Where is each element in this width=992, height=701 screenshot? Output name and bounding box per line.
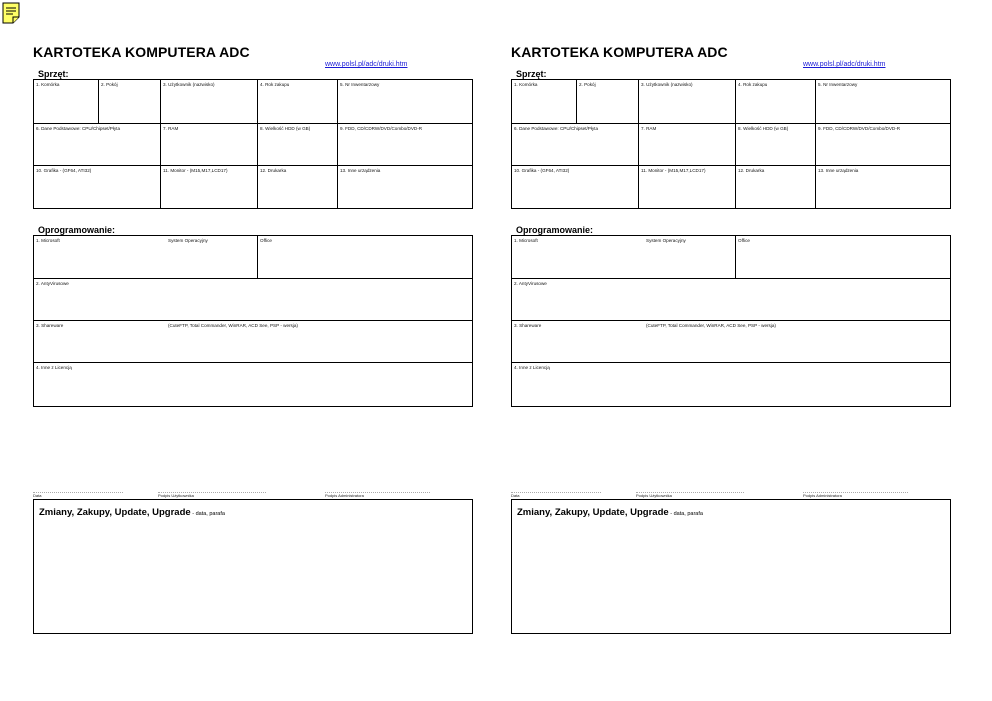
field-label: 8. Wielkość HDD (w GB) bbox=[260, 126, 311, 131]
field-label: 3. Użytkownik (nazwisko) bbox=[163, 82, 215, 87]
field-sublabel: (CuteFTP, Total Commander, WinRAR, ACD See, PSP - wersja) bbox=[646, 323, 776, 328]
changes-suffix: - data, parafa bbox=[190, 511, 225, 517]
changes-heading bbox=[517, 502, 703, 520]
field-office[interactable] bbox=[736, 236, 950, 279]
signature-label: Podpis Administratora bbox=[325, 493, 364, 498]
field-label: 2. AntyVirusowe bbox=[36, 281, 69, 286]
signature-label: Data bbox=[511, 493, 520, 498]
field-ram[interactable] bbox=[639, 124, 736, 166]
field-antivirus[interactable] bbox=[34, 279, 472, 321]
field-label: 4. Rok zakupu bbox=[260, 82, 290, 87]
field-label: 1. Komórka bbox=[514, 82, 538, 87]
changes-suffix: - data, parafa bbox=[668, 511, 703, 517]
field-hdd-size[interactable] bbox=[258, 124, 338, 166]
field-basic-data[interactable] bbox=[512, 124, 639, 166]
field-label: 1. Microsoft bbox=[36, 238, 60, 243]
field-label: 10. Grafika - (GF64, ATI32) bbox=[36, 168, 92, 173]
field-label: 1. Microsoft bbox=[514, 238, 538, 243]
software-table bbox=[33, 235, 473, 407]
changes-title: Zmiany, Zakupy, Update, Upgrade bbox=[39, 507, 191, 518]
field-label: 11. Monitor - (M15,M17,LCD17) bbox=[641, 168, 706, 173]
field-label: 2. Pokój bbox=[101, 82, 118, 87]
hardware-heading: Sprzęt: bbox=[516, 69, 547, 79]
field-label: 3. Shareware bbox=[36, 323, 64, 328]
field-drives[interactable] bbox=[338, 124, 472, 166]
field-monitor[interactable] bbox=[639, 166, 736, 208]
field-label: 8. Wielkość HDD (w GB) bbox=[738, 126, 789, 131]
field-label: 6. Dane Podstawowe: CPU/Chipset/Płyta bbox=[514, 126, 599, 131]
signature-label: Podpis Użytkownika bbox=[636, 493, 672, 498]
signature-label: Data bbox=[33, 493, 42, 498]
field-label: 7. RAM bbox=[163, 126, 179, 131]
signature-rule bbox=[511, 492, 601, 493]
field-label: Office bbox=[260, 238, 272, 243]
field-purchase-year[interactable] bbox=[258, 80, 338, 124]
field-printer[interactable] bbox=[736, 166, 816, 208]
field-monitor[interactable] bbox=[161, 166, 258, 208]
field-room[interactable] bbox=[577, 80, 639, 124]
field-office[interactable] bbox=[258, 236, 472, 279]
field-label: Office bbox=[738, 238, 750, 243]
field-label: 4. Inne z Licencją bbox=[36, 365, 72, 370]
field-user[interactable] bbox=[161, 80, 258, 124]
field-sublabel: (CuteFTP, Total Commander, WinRAR, ACD See, PSP - wersja) bbox=[168, 323, 298, 328]
field-label: 3. Shareware bbox=[514, 323, 542, 328]
field-sublabel: System Operacyjny bbox=[646, 238, 686, 243]
hardware-heading: Sprzęt: bbox=[38, 69, 69, 79]
field-label: 9. FDD, CD/CDRW/DVD/Combo/DVD-R bbox=[340, 126, 423, 131]
software-heading: Oprogramowanie: bbox=[516, 225, 594, 235]
field-label: 9. FDD, CD/CDRW/DVD/Combo/DVD-R bbox=[818, 126, 901, 131]
field-licensed-other[interactable] bbox=[512, 363, 950, 406]
field-label: 13. Inne urządzenia bbox=[818, 168, 859, 173]
field-label: 10. Grafika - (GF64, ATI32) bbox=[514, 168, 570, 173]
field-purchase-year[interactable] bbox=[736, 80, 816, 124]
field-label: 7. RAM bbox=[641, 126, 657, 131]
field-label: 12. Drukarka bbox=[738, 168, 765, 173]
field-basic-data[interactable] bbox=[34, 124, 161, 166]
field-label: 2. AntyVirusowe bbox=[514, 281, 547, 286]
field-room[interactable] bbox=[99, 80, 161, 124]
card-title: KARTOTEKA KOMPUTERA ADC bbox=[33, 44, 250, 60]
field-label: 5. Nr Inwentarzowy bbox=[818, 82, 858, 87]
field-sublabel: System Operacyjny bbox=[168, 238, 208, 243]
field-label: 4. Inne z Licencją bbox=[514, 365, 550, 370]
field-shareware[interactable] bbox=[512, 321, 950, 363]
field-label: 6. Dane Podstawowe: CPU/Chipset/Płyta bbox=[36, 126, 121, 131]
field-label: 5. Nr Inwentarzowy bbox=[340, 82, 380, 87]
card-left bbox=[33, 0, 473, 701]
card-title: KARTOTEKA KOMPUTERA ADC bbox=[511, 44, 728, 60]
card-right bbox=[511, 0, 951, 701]
signature-rule bbox=[33, 492, 123, 493]
field-other-devices[interactable] bbox=[816, 166, 950, 208]
changes-box[interactable] bbox=[511, 499, 951, 634]
field-label: 1. Komórka bbox=[36, 82, 60, 87]
field-label: 13. Inne urządzenia bbox=[340, 168, 381, 173]
changes-heading bbox=[39, 502, 225, 520]
software-heading: Oprogramowanie: bbox=[38, 225, 116, 235]
field-microsoft-os[interactable] bbox=[34, 236, 258, 279]
signature-label: Podpis Użytkownika bbox=[158, 493, 194, 498]
field-graphics[interactable] bbox=[512, 166, 639, 208]
forms-link[interactable]: www.polsl.pl/adc/druki.htm bbox=[803, 61, 886, 68]
field-inventory-number[interactable] bbox=[338, 80, 472, 124]
changes-box[interactable] bbox=[33, 499, 473, 634]
field-licensed-other[interactable] bbox=[34, 363, 472, 406]
field-graphics[interactable] bbox=[34, 166, 161, 208]
field-department[interactable] bbox=[512, 80, 577, 124]
field-other-devices[interactable] bbox=[338, 166, 472, 208]
field-microsoft-os[interactable] bbox=[512, 236, 736, 279]
field-department[interactable] bbox=[34, 80, 99, 124]
note-icon[interactable] bbox=[2, 2, 20, 24]
field-label: 4. Rok zakupu bbox=[738, 82, 768, 87]
software-table bbox=[511, 235, 951, 407]
changes-title: Zmiany, Zakupy, Update, Upgrade bbox=[517, 507, 669, 518]
field-hdd-size[interactable] bbox=[736, 124, 816, 166]
signature-label: Podpis Administratora bbox=[803, 493, 842, 498]
field-ram[interactable] bbox=[161, 124, 258, 166]
field-printer[interactable] bbox=[258, 166, 338, 208]
field-inventory-number[interactable] bbox=[816, 80, 950, 124]
field-label: 3. Użytkownik (nazwisko) bbox=[641, 82, 693, 87]
field-label: 12. Drukarka bbox=[260, 168, 287, 173]
field-drives[interactable] bbox=[816, 124, 950, 166]
hardware-table bbox=[33, 79, 473, 209]
field-shareware[interactable] bbox=[34, 321, 472, 363]
field-label: 11. Monitor - (M15,M17,LCD17) bbox=[163, 168, 228, 173]
field-label: 2. Pokój bbox=[579, 82, 596, 87]
field-user[interactable] bbox=[639, 80, 736, 124]
forms-link[interactable]: www.polsl.pl/adc/druki.htm bbox=[325, 61, 408, 68]
hardware-table bbox=[511, 79, 951, 209]
field-antivirus[interactable] bbox=[512, 279, 950, 321]
